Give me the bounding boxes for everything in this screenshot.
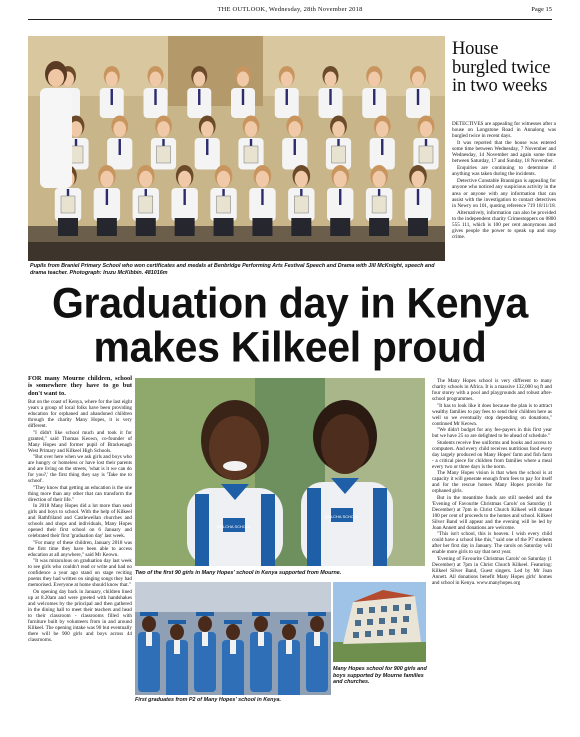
main-headline [28,278,552,372]
story-para: Students receive free uniforms and books and access to computers. And every child receives nutritious food every day largely produced on Many Hopes' farm and fish farm - a critical piece for children from families where a meal every two or three days is the norm. [432,439,552,470]
uniform-logo-text: MULCHA SCHOOL [324,514,360,519]
story-para: The Many Hopes school is very different to many charity schools in Africa. It is a massive 132,000 sq ft and four storey with a pool and playgrounds and robust after-school programmes. [432,378,552,402]
sidebar-para: DETECTIVES are appealing for witnesses after a house on Longstone Road in Annalong was burgled twice in recent days. [452,121,556,140]
page-masthead [28,6,552,18]
story-para: "This isn't school, this is heaven. I wish every child could have a school like this," said one of the P7 students after her first day in January. The carols on Saturday will enable more girls to say that next year. [432,531,552,555]
pupils-photo-illustration [28,36,445,261]
sidebar-para: It was reported that the house was entered some time between Wednesday, 7 November and Wednesday, 14 November and again some time between Saturday, 17 and Sunday, 18 November. [452,140,556,165]
caption-school-building: Many Hopes school for 900 girls and boys supported by Mourne families and churches. [333,666,427,686]
story-para: "But over here when we ask girls and boys who are hungry or homeless or have lost their parents and are living on the streets, 'what is it we can do for you?,' the first thing they say is 'Take me to school'. [28,454,132,485]
uniform-logo-text: MULCHA SCHOOL [216,524,252,529]
photo-graduates [135,582,331,695]
masthead-rule [28,19,552,20]
story-para: "They know that getting an education is the one thing more than any other that can transform the direction of their life." [28,484,132,503]
top-photo-pupils [28,36,445,261]
sidebar-para: Detective Constable Brannigan is appealing for anyone who noticed any suspicious activity in the area or anyone with any information that can assist with the investigation to contact detectives in Newry on 101, quoting reference 719 18/11/18. [452,178,556,209]
story-lede: FOR many Mourne children, school is somewhere they have to go but don't want to. [28,375,132,397]
headline-line-2: makes Kilkeel proud [93,322,487,372]
story-para: 'Evening of Favourite Christmas Carols' on Saturday (1 December) at 7pm in Christ Church Kilkeel. Featuring: Kilkeel Silver Band, Guest singers. Led by Mr Joan Annett. All donations benefit Many Hopes girls' homes and school in Kenya. www.manyhopes.org [432,555,552,586]
story-para: But in the meantime funds are still needed and the 'Evening of Favourite Christmas Carols' on Saturday (1 December) at 7pm in Christ Church Kilkeel will donate 100 per cent of proceeds to the homes and school. Kilkeel Silver Band will appear and the evening will be led by Joan Annett and donations are welcome. [432,494,552,531]
caption-two-girls: Two of the first 90 girls in Many Hopes' school in Kenya supported from Mourne. [135,570,342,576]
photo-school-building [333,582,426,662]
school-building-illustration [333,582,426,662]
sidebar-para: Enquiries are continuing to determine if anything was taken during the incidents. [452,165,556,178]
top-photo-caption: Pupils from Braniel Primary School who won certificates and medals at Benbridge Performing Arts Festival Speech and Drama with Jill McKnight, speech and drama teacher. Photograph: Iruzu McKibbin. 481016m [30,263,435,276]
sidebar-headline: House burgled twice in two weeks [452,39,551,96]
story-para: "We didn't budget for any fee-payers in this first year but we have 25 so are delighted to be ahead of schedule." [432,427,552,439]
story-para: "For many of these children, January 2018 was the first time they have been able to access education at all anywhere," said Mr Keown. [28,539,132,558]
photo-two-girls [135,378,425,566]
story-para: "I didn't like school much and took it for granted," said Thomas Keown, co-founder of Many Hopes and former pupil of Brackenagh West Primary and Kilkeel High Schools. [28,429,132,454]
story-para: In 2018 Many Hopes did a lot more than send girls and boys to school. With the help of Kilkeel and Rathfriland and Castlewellan churches and schools and shops and individuals, Many Hopes opened their first school on 6 January and celebrated their first 'graduation day' last week. [28,503,132,540]
two-girls-illustration [135,378,425,566]
graduates-illustration [135,582,331,695]
story-para: But on the coast of Kenya, where for the last eight years a group of local folks have been providing education for orphaned and abandoned children through the charity Many Hopes, it is very different. [28,399,132,430]
sidebar-story [452,121,556,241]
sidebar-para: Alternatively, information can also be provided to the independent charity Crimestoppers on 0800 555 111, which is 100 per cent anonymous and gives people the power to speak up and stop crime. [452,209,556,240]
caption-graduates: First graduates from P2 of Many Hopes' school in Kenya. [135,697,281,703]
story-para: On opening day back in January, children lined up at 8.20am and were greeted with handshakes and welcomes by the principal and then gathered in the dining hall to meet their teachers and head to their classroom - classrooms filled with furniture built by volunteers from in and around Kilkeel. The opening intake was 90 but eventually there will be 900 girls and boys across 44 classrooms. [28,588,132,643]
story-para: "It has to look like it does because the plan is to attract wealthy families to pay fees to send their children here as well so we eventually stop depending on donations," continued Mr Keown. [432,402,552,427]
story-para: The Many Hopes vision is that when the school is at capacity it will generate enough from fees to pay for itself and for the rescue homes Many Hopes provide for orphaned girls. [432,470,552,494]
story-column-3 [432,378,552,586]
headline-line-1: Graduation day in Kenya [51,278,529,328]
masthead-title: THE OUTLOOK, Wednesday, 28th November 2018 [217,6,363,13]
page-number: Page 15 [531,6,552,13]
story-column-1 [28,375,132,643]
story-para: "It was miraculous on graduation day last week to see girls who couldn't read or write and had no confidence a year ago stand on stage reciting poems they had written on singing songs they had memorised. Everyone at home should know that." [28,558,132,589]
